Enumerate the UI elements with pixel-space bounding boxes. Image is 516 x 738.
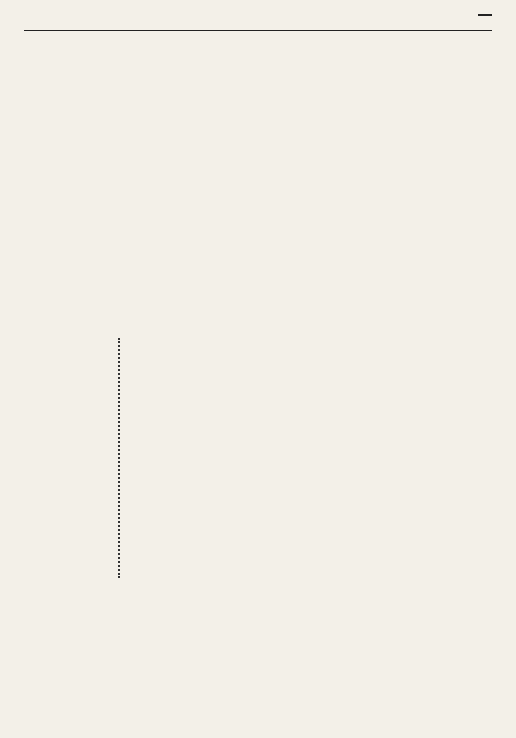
- running-header: [24, 8, 492, 31]
- upper-section: [0, 30, 516, 310]
- header-rule-tick: [478, 14, 492, 16]
- section-divider: [118, 338, 121, 578]
- lower-section: [0, 318, 516, 710]
